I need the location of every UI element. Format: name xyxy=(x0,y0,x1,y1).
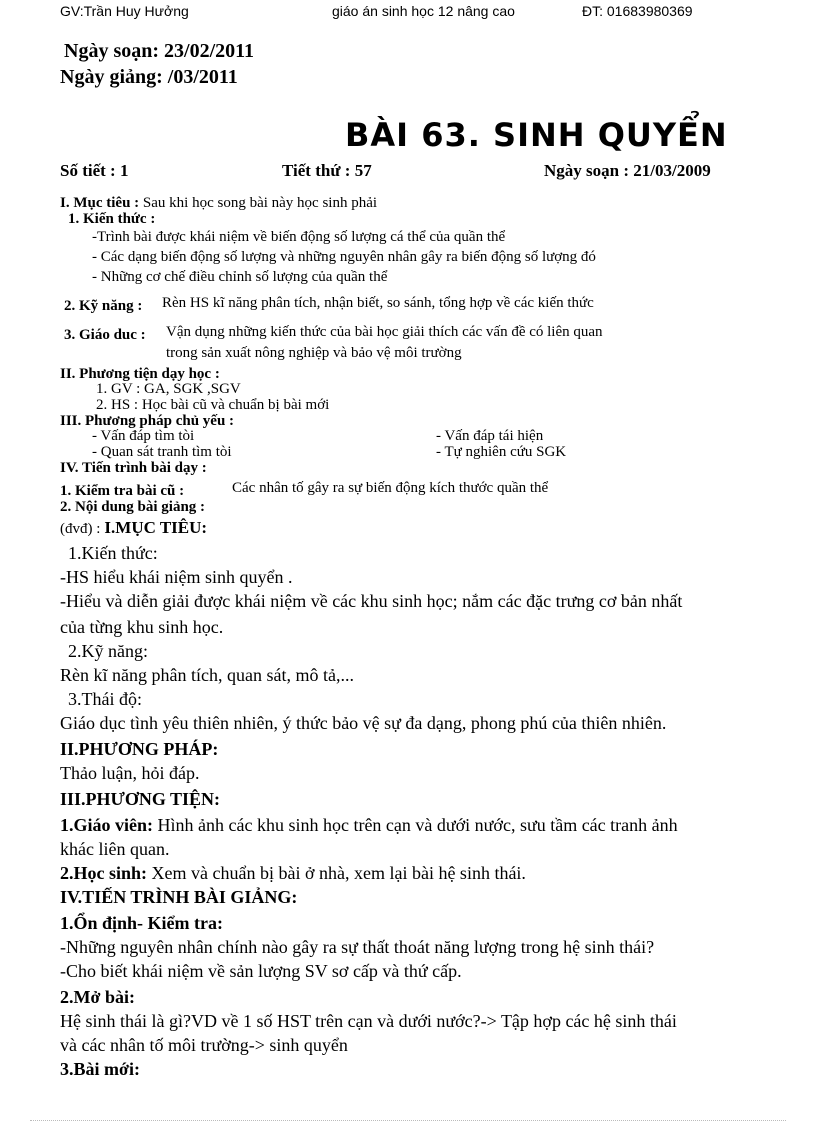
phuong-phap-heading: II.PHƯƠNG PHÁP: xyxy=(60,739,219,759)
kien-thuc-label: 1. Kiến thức : xyxy=(68,211,156,227)
meta-so-tiet: Số tiết : 1 xyxy=(60,161,129,180)
gv-label: 1.Giáo viên: xyxy=(60,815,153,835)
kiem-tra-text: Các nhân tố gây ra sự biến động kích thước quần thể xyxy=(232,480,549,496)
tien-trinh-label: IV. Tiến trình bài dạy : xyxy=(60,460,207,476)
page-title: BÀI 63. SINH QUYỂN xyxy=(345,116,728,154)
on-dinh-q1: -Những nguyên nhân chính nào gây ra sự thất thoát năng lượng trong hệ sinh thái? xyxy=(60,937,655,957)
kien-thuc-2a: -Hiểu và diễn giải được khái niệm về các khu sinh học; nắm các đặc trưng cơ bản nhất xyxy=(60,591,683,611)
thai-do-heading: 3.Thái độ: xyxy=(68,689,142,709)
ky-nang-heading: 2.Kỹ năng: xyxy=(68,641,148,661)
date-taught: Ngày giảng: /03/2011 xyxy=(60,66,238,88)
giao-duc-line: trong sản xuất nông nghiệp và bảo vệ môi trường xyxy=(166,345,462,361)
hs-line xyxy=(60,863,526,884)
meta-tiet-thu: Tiết thứ : 57 xyxy=(282,161,372,180)
phuong-phap-text: Thảo luận, hỏi đáp. xyxy=(60,763,200,783)
phuong-phap-label: III. Phương pháp chủ yếu : xyxy=(60,413,235,429)
phuong-phap-item: - Tự nghiên cứu SGK xyxy=(436,444,567,460)
ky-nang-text: Rèn HS kĩ năng phân tích, nhận biết, so sánh, tổng hợp về các kiến thức xyxy=(162,295,594,311)
phuong-phap-item: - Quan sát tranh tìm tòi xyxy=(92,444,232,460)
header-phone: ĐT: 01683980369 xyxy=(582,3,693,19)
muc-tieu-line xyxy=(60,195,377,212)
muc-tieu-text: Sau khi học song bài này học sinh phải xyxy=(142,195,378,211)
on-dinh-q2: -Cho biết khái niệm về sản lượng SV sơ cấp và thứ cấp. xyxy=(60,961,462,981)
muc-tieu-label: I. Mục tiêu : xyxy=(60,195,140,211)
bai-moi-heading: 3.Bài mới: xyxy=(60,1059,140,1079)
header-subject: giáo án sinh học 12 nâng cao xyxy=(332,3,515,19)
phuong-tien-item: 2. HS : Học bài cũ và chuẩn bị bài mới xyxy=(96,397,330,413)
kien-thuc-1: -HS hiểu khái niệm sinh quyển . xyxy=(60,567,293,587)
tien-trinh-heading: IV.TIẾN TRÌNH BÀI GIẢNG: xyxy=(60,887,298,907)
date-prepared: Ngày soạn: 23/02/2011 xyxy=(64,40,255,62)
hs-text: Xem và chuẩn bị bài ở nhà, xem lại bài hệ sinh thái. xyxy=(147,863,526,883)
kiem-tra-label: 1. Kiểm tra bài cũ : xyxy=(60,483,185,499)
mo-bai-a: Hệ sinh thái là gì?VD về 1 số HST trên cạn và dưới nước?-> Tập hợp các hệ sinh thái xyxy=(60,1011,677,1031)
dvd-prefix: (đvđ) : xyxy=(60,521,101,537)
noi-dung-label: 2. Nội dung bài giảng : xyxy=(60,499,206,515)
hs-label: 2.Học sinh: xyxy=(60,863,148,883)
gv-text: Hình ảnh các khu sinh học trên cạn và dưới nước, sưu tầm các tranh ảnh xyxy=(153,815,678,835)
header-author: GV:Trần Huy Hưởng xyxy=(60,3,189,19)
phuong-tien-heading: III.PHƯƠNG TIỆN: xyxy=(60,789,221,809)
kien-thuc-item: -Trình bài được khái niệm về biến động số lượng cá thể của quần thể xyxy=(92,229,506,245)
gv-text-cont: khác liên quan. xyxy=(60,839,170,859)
thai-do-text: Giáo dục tình yêu thiên nhiên, ý thức bảo vệ sự đa dạng, phong phú của thiên nhiên. xyxy=(60,713,667,733)
meta-ngay-soan: Ngày soạn : 21/03/2009 xyxy=(544,161,711,180)
phuong-tien-label: II. Phương tiện dạy học : xyxy=(60,366,220,382)
phuong-tien-item: 1. GV : GA, SGK ,SGV xyxy=(96,381,241,397)
muc-tieu-heading-line xyxy=(60,518,207,538)
kien-thuc-2b: của từng khu sinh học. xyxy=(60,617,224,637)
phuong-phap-item: - Vấn đáp tái hiện xyxy=(436,428,544,444)
ky-nang-label: 2. Kỹ năng : xyxy=(64,298,143,314)
mo-bai-b: và các nhân tố môi trường-> sinh quyển xyxy=(60,1035,348,1055)
giao-duc-line: Vận dụng những kiến thức của bài học giải thích các vấn đề có liên quan xyxy=(166,324,603,340)
kien-thuc-item: - Các dạng biến động số lượng và những nguyên nhân gây ra biến động số lượng đó xyxy=(92,249,596,265)
gv-line xyxy=(60,815,678,836)
on-dinh-heading: 1.Ổn định- Kiểm tra: xyxy=(60,913,224,933)
muc-tieu-heading: I.MỤC TIÊU: xyxy=(104,518,208,537)
mo-bai-heading: 2.Mở bài: xyxy=(60,987,135,1007)
kien-thuc-item: - Những cơ chế điều chỉnh số lượng của quần thể xyxy=(92,269,388,285)
kien-thuc-heading: 1.Kiến thức: xyxy=(68,543,158,563)
giao-duc-label: 3. Giáo duc : xyxy=(64,327,146,343)
ky-nang-text: Rèn kĩ năng phân tích, quan sát, mô tả,... xyxy=(60,665,354,685)
phuong-phap-item: - Vấn đáp tìm tòi xyxy=(92,428,195,444)
page-divider xyxy=(30,1120,786,1121)
